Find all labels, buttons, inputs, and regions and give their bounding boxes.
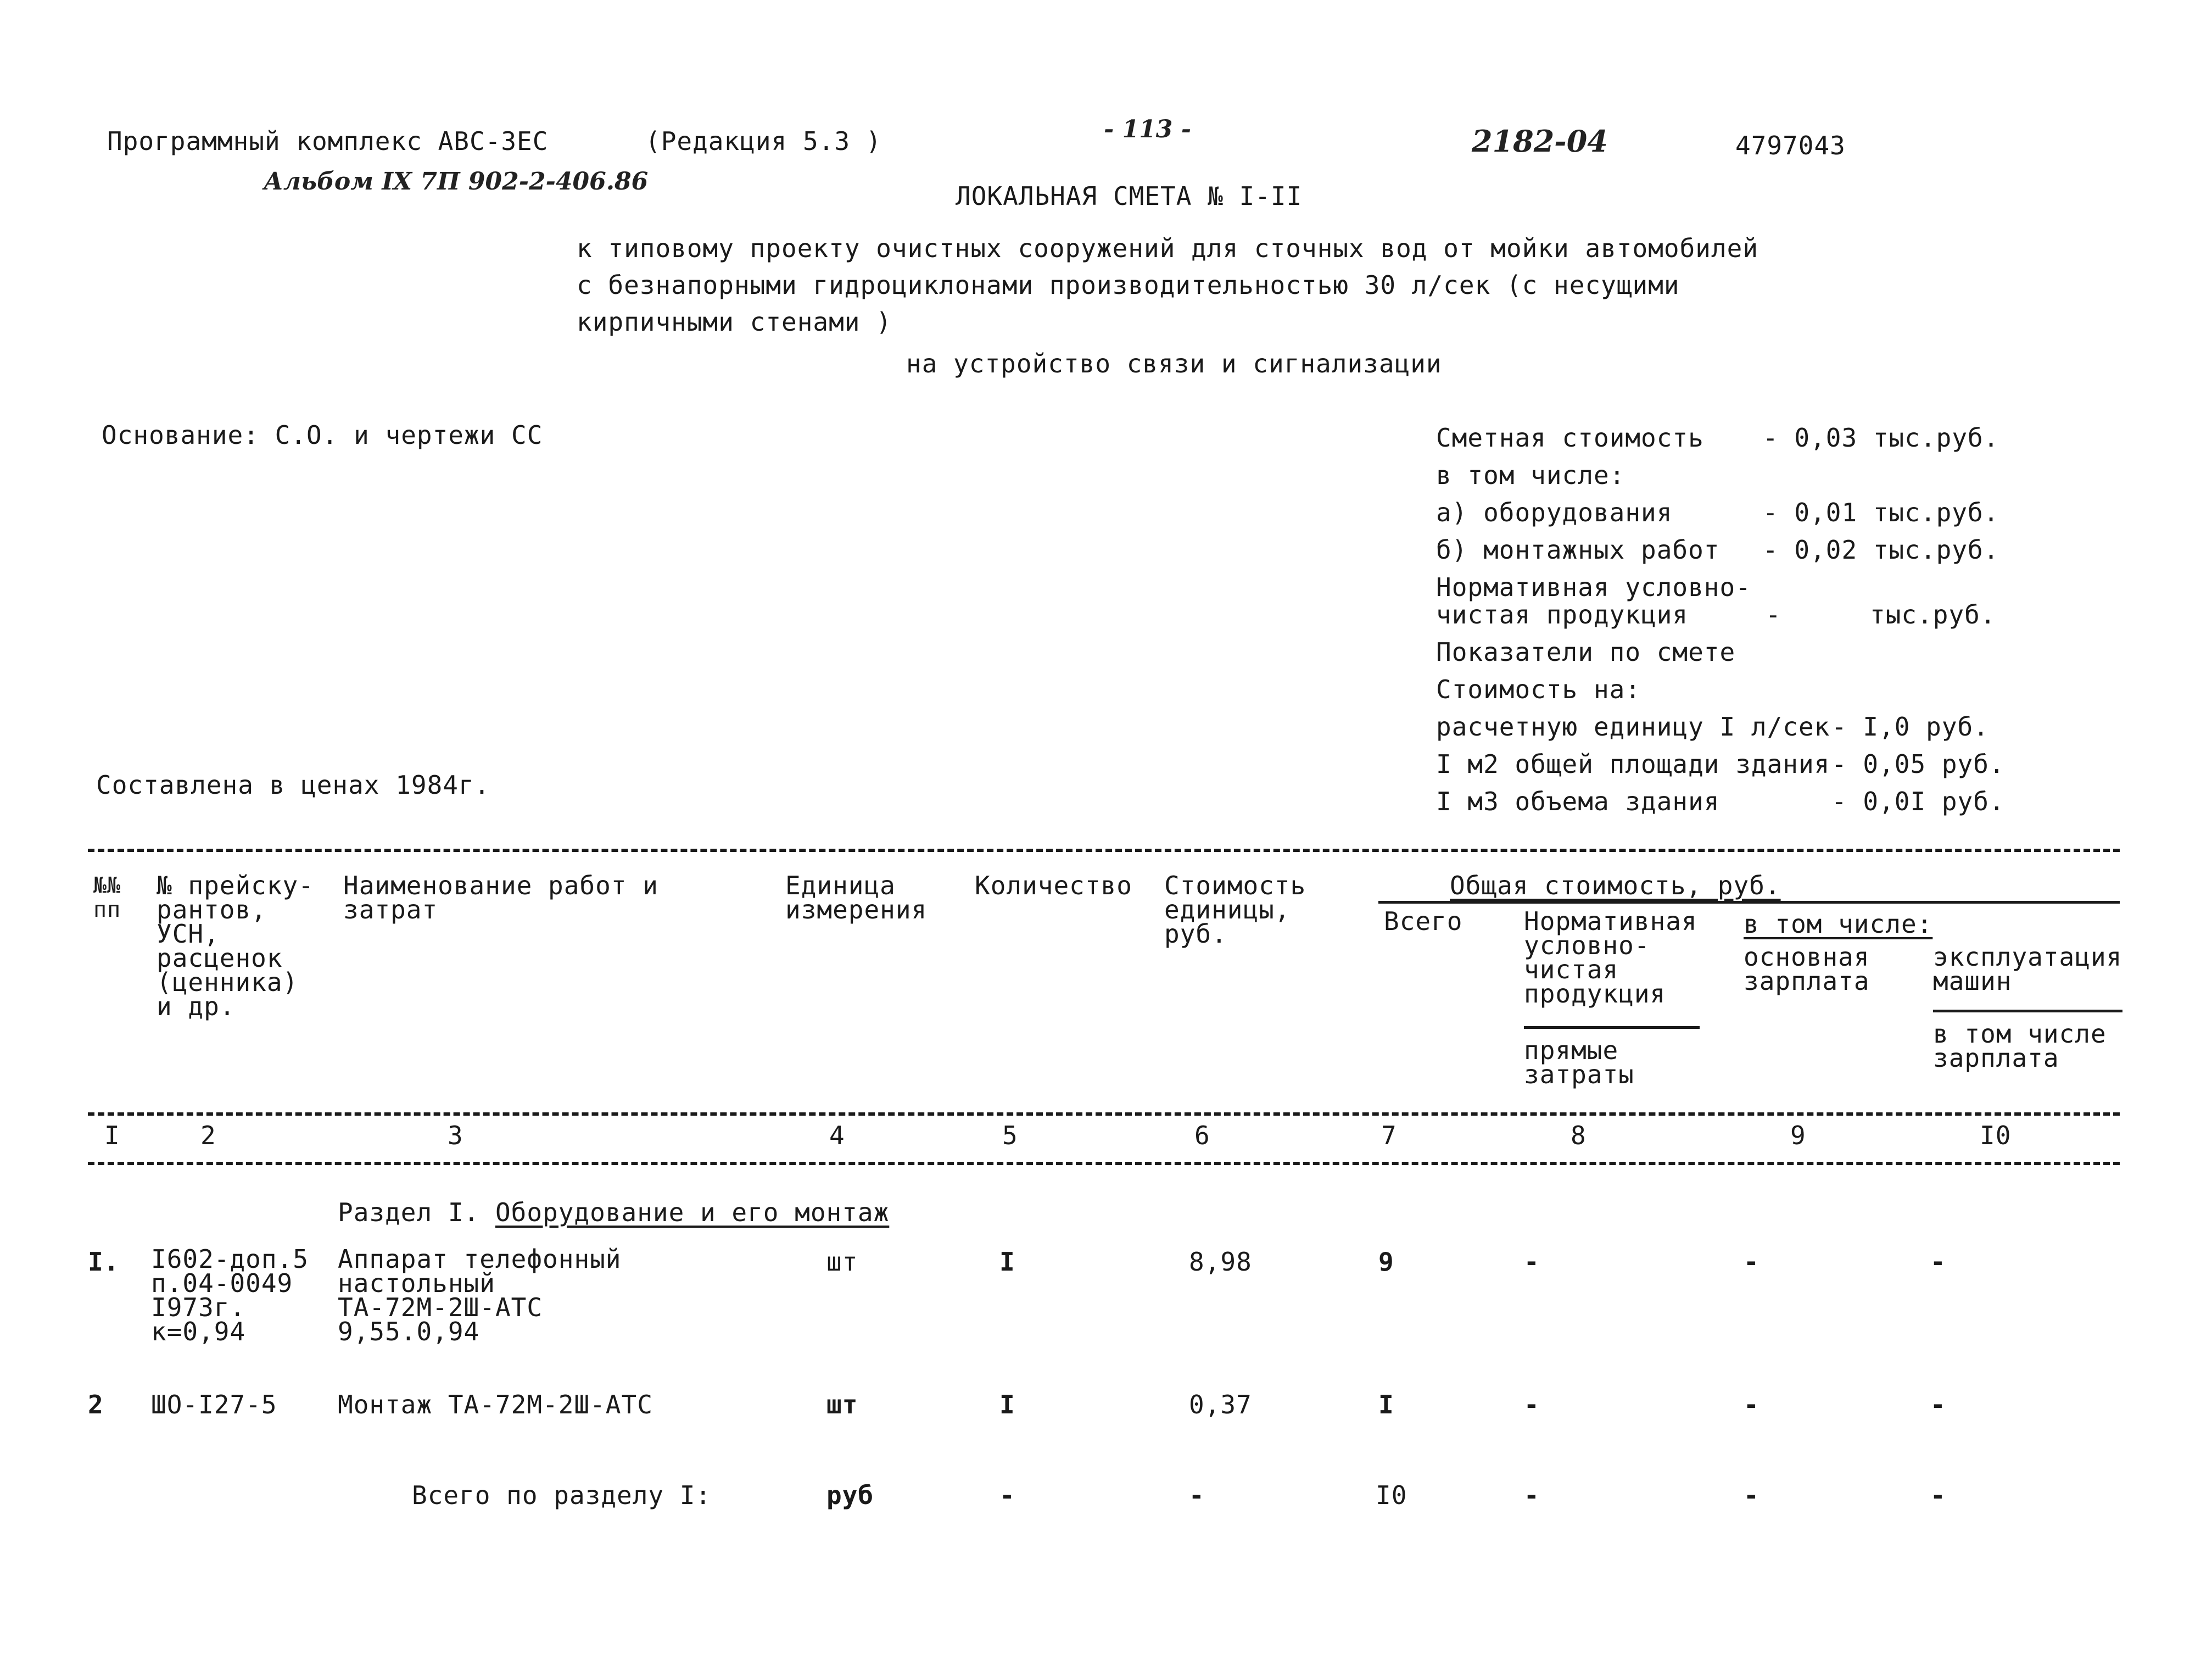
page-number: - 113 - bbox=[1104, 115, 1192, 143]
mount-label: б) монтажных работ bbox=[1436, 535, 1720, 565]
row-machines: - bbox=[1930, 1390, 1946, 1419]
row-unit: шт bbox=[826, 1247, 858, 1277]
row-number: 2 bbox=[88, 1390, 104, 1419]
header-col-10: эксплуатация машин bbox=[1933, 942, 2122, 996]
header-col-5: Количество bbox=[975, 871, 1132, 900]
row-norm: - bbox=[1524, 1247, 1540, 1277]
section-total-value: I0 bbox=[1376, 1480, 1407, 1510]
cost-on-label: Стоимость на: bbox=[1436, 675, 1641, 704]
doc-id: 4797043 bbox=[1735, 131, 1846, 160]
section-total-machines: - bbox=[1930, 1480, 1946, 1510]
row-qty: I bbox=[999, 1390, 1015, 1419]
header-col-1: №№ пп bbox=[93, 873, 121, 922]
row-price: 8,98 bbox=[1189, 1247, 1252, 1277]
col-number: 6 bbox=[1194, 1121, 1210, 1150]
header-col-10b: в том числе зарплата bbox=[1933, 1019, 2107, 1073]
row-code: ШО-I27-5 bbox=[151, 1390, 277, 1419]
estimate-title: ЛОКАЛЬНАЯ СМЕТА № I-II bbox=[956, 181, 1303, 211]
header-col-8: Нормативная условно- чистая продукция bbox=[1524, 906, 1697, 1009]
section-title: Оборудование и его монтаж bbox=[495, 1198, 890, 1227]
header-col-3: Наименование работ и затрат bbox=[343, 871, 658, 925]
compiled-prices: Составлена в ценах 1984г. bbox=[96, 770, 490, 800]
col-8-rule bbox=[1524, 1026, 1700, 1029]
header-col-4: Единица измерения bbox=[785, 871, 928, 925]
header-col-6: Стоимость единицы, руб. bbox=[1164, 871, 1306, 949]
norm-unit: тыс.руб. bbox=[1870, 600, 1996, 630]
row-qty: I bbox=[999, 1247, 1015, 1277]
section-total-qty: - bbox=[999, 1480, 1015, 1510]
project-desc-line1: к типовому проекту очистных сооружений для сточных вод от мойки автомобилей bbox=[577, 233, 1759, 263]
header-bottom-rule bbox=[88, 1112, 2120, 1116]
col-number: 4 bbox=[829, 1121, 845, 1150]
mount-value: - 0,02 тыс.руб. bbox=[1763, 535, 1999, 565]
unit-cost-value: - I,0 руб. bbox=[1831, 712, 1989, 742]
row-machines: - bbox=[1930, 1247, 1946, 1277]
header-col-7: Всего bbox=[1384, 906, 1463, 936]
basis: Основание: С.О. и чертежи СС bbox=[102, 420, 543, 450]
col-10-rule bbox=[1933, 1010, 2122, 1012]
incl-label: в том числе: bbox=[1436, 460, 1626, 490]
section-prefix: Раздел I. bbox=[338, 1198, 480, 1227]
vol-cost-label: I м3 объема здания bbox=[1436, 787, 1720, 816]
col-number: 8 bbox=[1571, 1121, 1587, 1150]
header-col-9: основная зарплата bbox=[1744, 942, 1870, 996]
col-number: I bbox=[104, 1121, 120, 1150]
equip-label: а) оборудования bbox=[1436, 498, 1673, 527]
total-group-rule bbox=[1378, 901, 2120, 904]
row-salary: - bbox=[1744, 1390, 1759, 1419]
row-norm: - bbox=[1524, 1390, 1540, 1419]
project-desc-line2: с безнапорными гидроциклонами производительностью 30 л/сек (с несущими bbox=[577, 270, 1680, 300]
row-salary: - bbox=[1744, 1247, 1759, 1277]
col-number: 3 bbox=[448, 1121, 463, 1150]
row-code: I602-доп.5 п.04-0049 I973г. к=0,94 bbox=[151, 1244, 309, 1346]
indicators-label: Показатели по смете bbox=[1436, 637, 1736, 667]
area-cost-label: I м2 общей площади здания bbox=[1436, 749, 1830, 779]
row-name: Аппарат телефонный настольный ТА-72М-2Ш-АТС 9,55.0,94 bbox=[338, 1244, 622, 1346]
project-desc-line3: кирпичными стенами ) bbox=[577, 307, 892, 337]
col-number: 2 bbox=[200, 1121, 216, 1150]
col-number: 5 bbox=[1002, 1121, 1018, 1150]
estimate-subtitle: на устройство связи и сигнализации bbox=[906, 349, 1442, 378]
edition: (Редакция 5.3 ) bbox=[645, 126, 882, 156]
norm-dash: - bbox=[1766, 600, 1781, 630]
col-number: I0 bbox=[1980, 1121, 2012, 1150]
program-name: Программный комплекс АВС-ЗЕС bbox=[107, 126, 549, 156]
col-number: 7 bbox=[1381, 1121, 1397, 1150]
album-note: Альбом IX 7П 902-2-406.86 bbox=[264, 168, 649, 196]
equip-value: - 0,01 тыс.руб. bbox=[1763, 498, 1999, 527]
section-total-price: - bbox=[1189, 1480, 1205, 1510]
vol-cost-value: - 0,0I руб. bbox=[1831, 787, 2005, 816]
row-price: 0,37 bbox=[1189, 1390, 1252, 1419]
norm-label-2: чистая продукция bbox=[1436, 600, 1689, 630]
norm-label-1: Нормативная условно- bbox=[1436, 572, 1751, 602]
header-incl-group: в том числе: bbox=[1744, 909, 1933, 939]
row-total: 9 bbox=[1378, 1247, 1394, 1277]
section-total-norm: - bbox=[1524, 1480, 1540, 1510]
section-total-salary: - bbox=[1744, 1480, 1759, 1510]
header-col-8b: прямые затраты bbox=[1524, 1035, 1634, 1089]
col-number-rule bbox=[88, 1162, 2120, 1165]
col-number: 9 bbox=[1790, 1121, 1806, 1150]
header-col-2: № прейску- рантов, УСН, расценок (ценника) и др. bbox=[157, 871, 314, 1021]
unit-cost-label: расчетную единицу I л/сек bbox=[1436, 712, 1830, 742]
section-heading bbox=[338, 1198, 889, 1227]
row-name: Монтаж ТА-72М-2Ш-АТС bbox=[338, 1390, 653, 1419]
cost-value: - 0,03 тыс.руб. bbox=[1763, 423, 1999, 453]
row-total: I bbox=[1378, 1390, 1394, 1419]
doc-code: 2182-04 bbox=[1472, 124, 1608, 159]
header-total-group: Общая стоимость, руб. bbox=[1450, 871, 1781, 900]
section-total-label: Всего по разделу I: bbox=[412, 1480, 712, 1510]
row-number: I. bbox=[88, 1247, 120, 1277]
section-total-unit: руб bbox=[826, 1480, 874, 1510]
row-unit: шт bbox=[826, 1390, 858, 1419]
cost-label: Сметная стоимость bbox=[1436, 423, 1704, 453]
table-top-rule bbox=[88, 849, 2120, 852]
area-cost-value: - 0,05 руб. bbox=[1831, 749, 2005, 779]
